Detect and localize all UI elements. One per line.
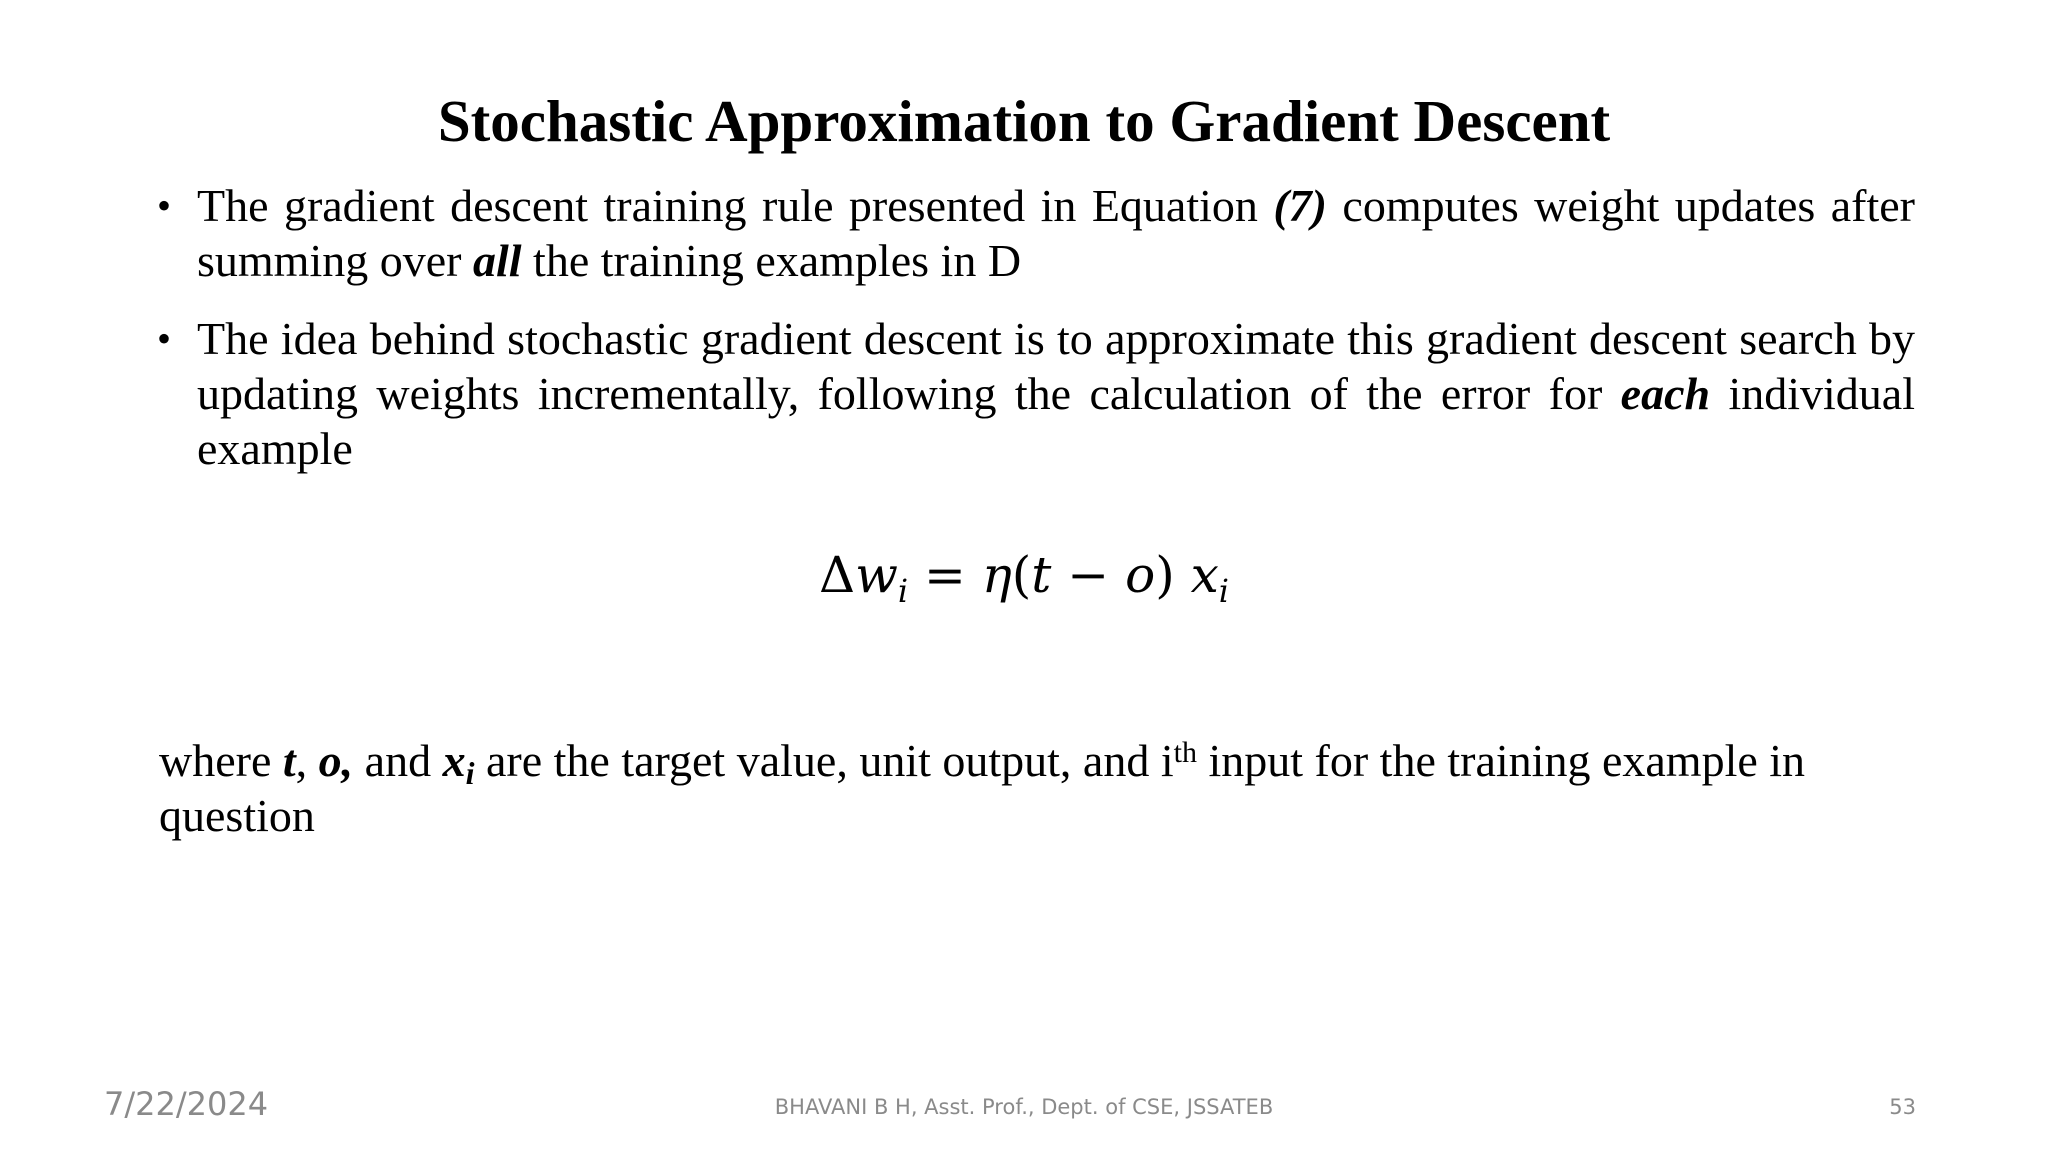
- where-text: where: [159, 735, 283, 786]
- where-explanation: [159, 733, 1859, 843]
- delta-symbol: Δ: [818, 546, 856, 604]
- bullet-text: the training examples in D: [521, 235, 1022, 286]
- var-o: o,: [318, 735, 354, 786]
- bullet-text: The gradient descent training rule presented in Equation: [197, 180, 1274, 231]
- var-x-subscript: i: [465, 755, 475, 791]
- footer-author: BHAVANI B H, Asst. Prof., Dept. of CSE, JSSATEB: [774, 1095, 1274, 1119]
- eq-t: t: [1031, 546, 1052, 604]
- bullet-text: individual example: [197, 368, 1915, 474]
- eq-eta: η: [981, 546, 1012, 604]
- var-t: t: [282, 735, 296, 786]
- eq-x: x: [1190, 546, 1219, 604]
- update-rule-equation: [0, 540, 2048, 610]
- eq-w-subscript: i: [897, 572, 909, 610]
- bullet-marker: •: [157, 183, 172, 228]
- superscript-th: th: [1173, 736, 1197, 769]
- where-text: input for the training example in question: [159, 735, 1806, 841]
- var-x: x: [442, 735, 466, 786]
- bullet-item: [155, 178, 1915, 288]
- eq-w: w: [855, 546, 898, 604]
- emphasis-all: all: [472, 235, 522, 286]
- eq-paren-open: (: [1011, 546, 1032, 604]
- equation-ref: (7): [1273, 180, 1327, 231]
- bullet-list: [155, 178, 1915, 499]
- emphasis-each: each: [1620, 368, 1711, 419]
- bullet-text: The idea behind stochastic gradient descent is to approximate this gradient descent search by updating weights incrementally, following the calculation of the error for: [197, 313, 1915, 419]
- footer-date: 7/22/2024: [104, 1085, 269, 1123]
- eq-o: o: [1125, 546, 1156, 604]
- bullet-item: [155, 311, 1915, 476]
- where-text: ,: [295, 735, 319, 786]
- bullet-marker: •: [157, 316, 172, 361]
- eq-equals: =: [908, 546, 982, 604]
- eq-paren-close: ): [1155, 546, 1191, 604]
- where-text: are the target value, unit output, and i: [474, 735, 1174, 786]
- eq-x-subscript: i: [1218, 572, 1230, 610]
- slide-number: 53: [1889, 1095, 1916, 1119]
- eq-minus: −: [1051, 546, 1126, 604]
- slide-title: Stochastic Approximation to Gradient Descent: [437, 88, 1611, 154]
- where-text: and: [353, 735, 443, 786]
- bullet-text: computes weight updates after summing over: [197, 180, 1915, 286]
